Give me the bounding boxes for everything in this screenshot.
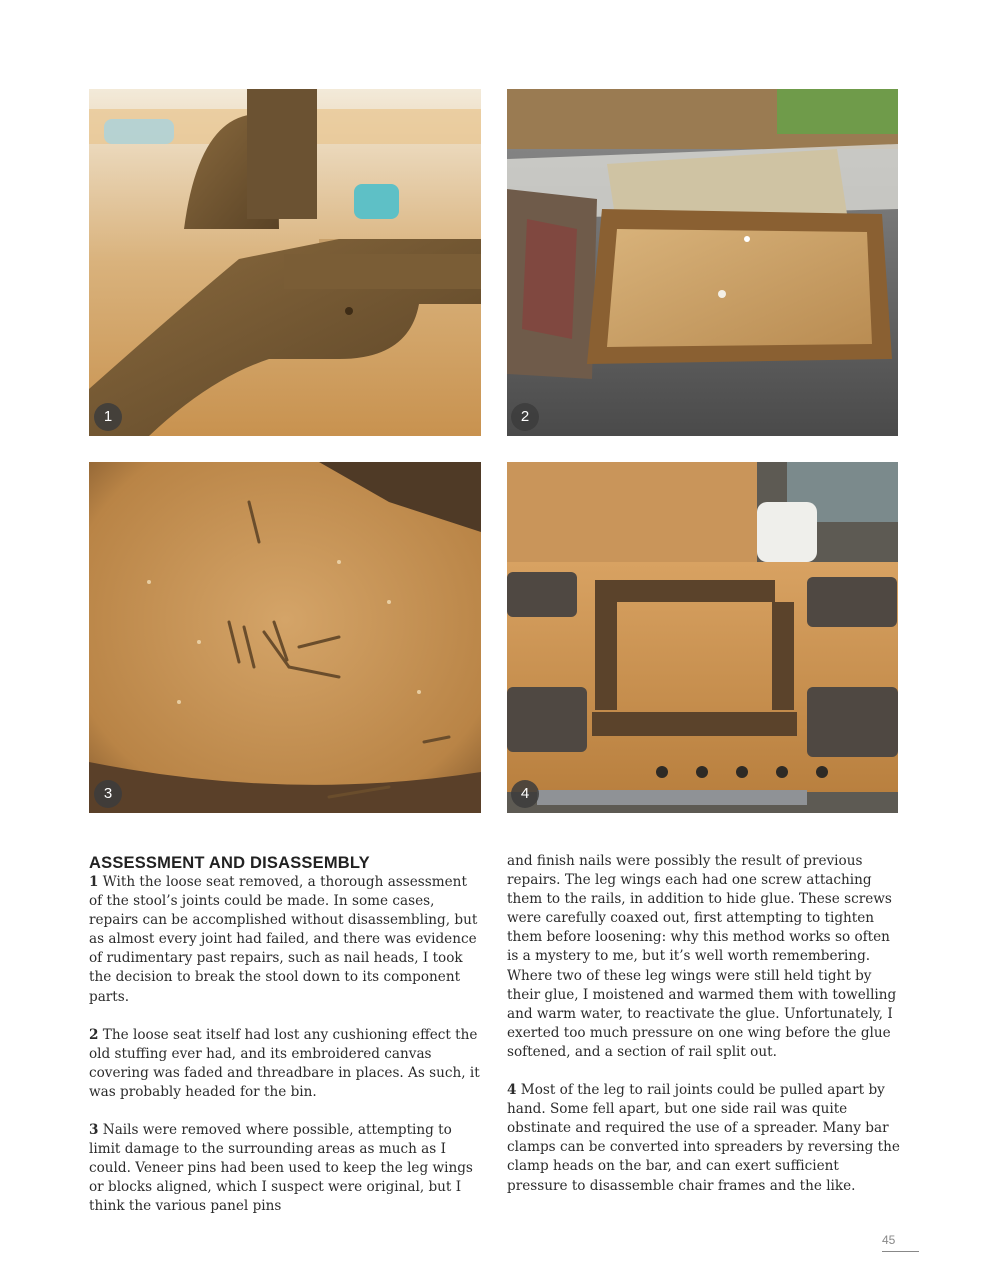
photo-number-badge: 2 [511,403,539,431]
paragraph-4: 4 Most of the leg to rail joints could be pulled apart by hand. Some fell apart, but one side rail was quite obstinate and required the use of a spreader. Many bar clamps can be converted into spreaders by reversing the clamp heads on the bar, and can exert sufficient pressure to disassemble chair frames and the like. [507,1082,900,1194]
paragraph-1: 1 With the loose seat removed, a thorough assessment of the stool’s joints could be made. In some cases, repairs can be accomplished without disassembling, but as almost every joint had failed, and there was evidence of rudimentary past repairs, such as nail heads, I took the decision to break the stool down to its component parts. [89,874,478,1005]
text-column-right [507,852,900,1196]
page-number: 45 [882,1233,896,1247]
paragraph-2: 2 The loose seat itself had lost any cushioning effect the old stuffing ever had, and its embroidered canvas covering was faded and threadbare in places. As such, it was probably headed for the bin. [89,1026,480,1100]
photo-4 [507,462,898,813]
photo-3 [89,462,481,813]
section-heading: ASSESSMENT AND DISASSEMBLY [89,854,370,872]
page-number-rule [882,1251,919,1252]
paragraph-3-start: 3 Nails were removed where possible, attempting to limit damage to the surrounding areas as much as I could. Veneer pins had been used to keep the leg wings or blocks aligned, which I suspect were original, but I think the various panel pins [89,1122,473,1215]
paragraph-3-continued: and finish nails were possibly the result of previous repairs. The leg wings each had one screw attaching them to the rails, in addition to hide glue. These screws were carefully coaxed out, first attempting to tighten them before loosening: why this method works so often is a mystery to me, but it’s well worth remembering. Where two of these leg wings were still held tight by their glue, I moistened and warmed them with towelling and warm water, to reactivate the glue. Unfortunately, I exerted too much pressure on one wing before the glue softened, and a section of rail split out. [507,853,897,1060]
photo-number-badge: 3 [94,780,122,808]
photo-1 [89,89,481,436]
photo-number-badge: 1 [94,403,122,431]
photo-2 [507,89,898,436]
text-column-left [89,852,481,1217]
photo-number-badge: 4 [511,780,539,808]
